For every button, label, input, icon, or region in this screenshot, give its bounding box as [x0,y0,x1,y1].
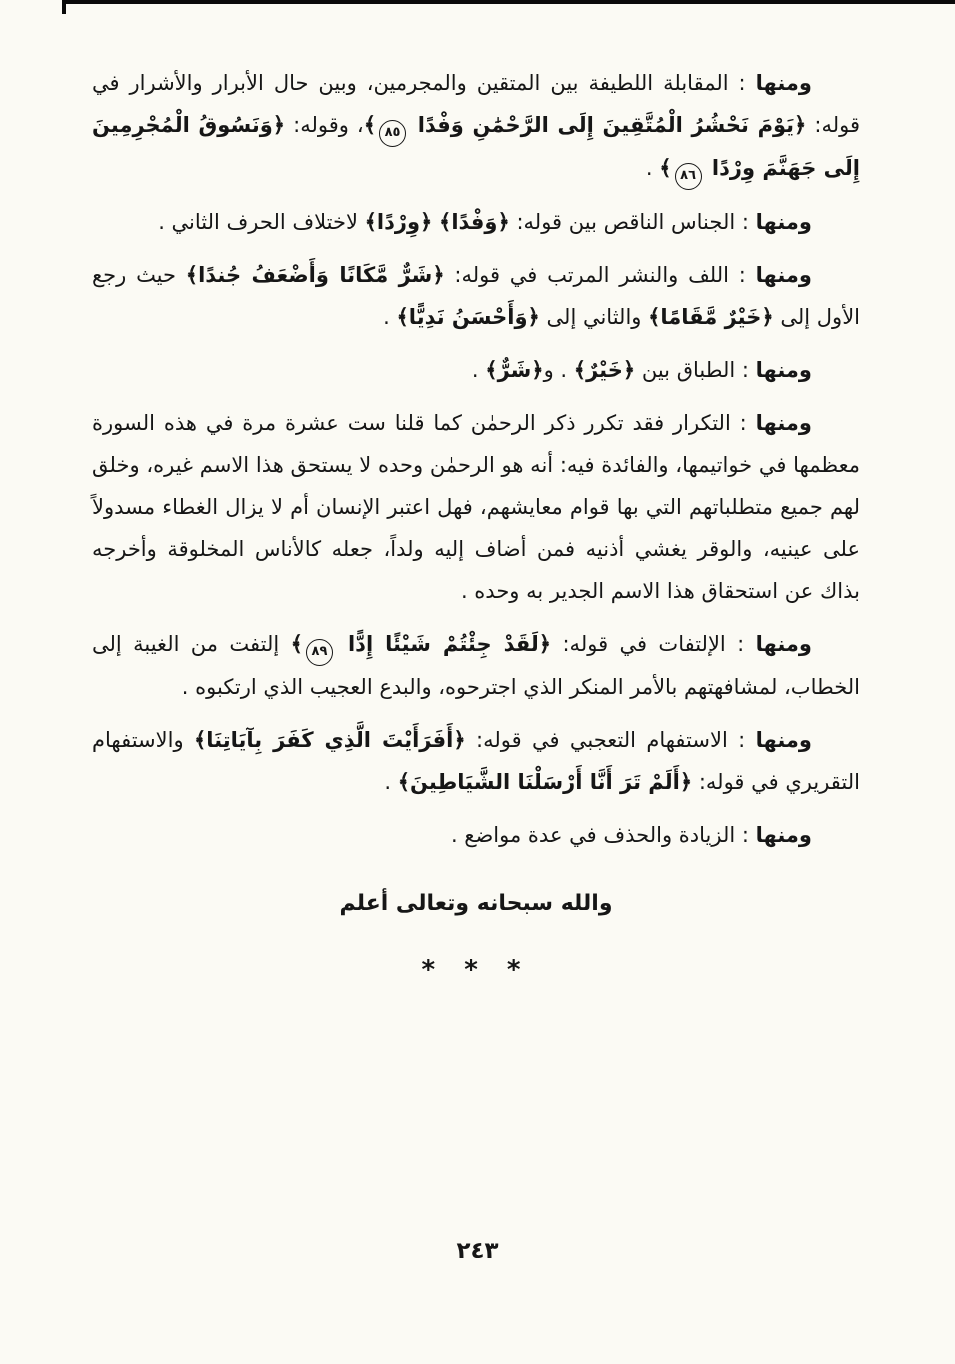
paragraph [92,814,860,856]
paragraph-text: . [645,156,660,180]
paragraph-lead: ومنها [755,71,812,95]
quran-quote: ﴿يَوْمَ نَحْشُرُ الْمُتَّقِينَ إِلَى الرَّحْمَٰنِ وَفْدًا [409,113,807,137]
paragraph-lead: ومنها [755,728,812,752]
paragraph-text: : الاستفهام التعجبي في قوله: [465,728,756,752]
paragraph-text: : اللف والنشر المرتب في قوله: [444,263,756,287]
paragraph-text: حيث رجع الأول إلى [92,263,860,329]
quran-quote: ﴿أَلَمْ تَرَ أَنَّا أَرْسَلْنَا الشَّيَاطِينَ﴾ [397,770,693,794]
paragraph-text: : الجناس الناقص بين قوله: [509,210,756,234]
quran-quote: ﴿لَقَدْ جِئْتُمْ شَيْئًا إِدًّا [335,632,552,656]
paragraph-text: . [383,305,397,329]
paragraph-lead: ومنها [755,411,812,435]
paragraph-lead: ومنها [755,263,812,287]
page-content [92,62,860,996]
quran-quote: ﴾ [290,632,303,656]
paragraphs [92,62,860,856]
paragraph-text: : الطباق بين [635,358,756,382]
paragraph-text: لاختلاف الحرف الثاني . [158,210,365,234]
paragraph-text: . و [543,358,574,382]
quran-quote: ﴿خَيْرٌ﴾ [573,358,636,382]
paragraph [92,349,860,391]
paragraph [92,623,860,708]
paragraph [92,254,860,338]
quran-quote: ﴿وَفْدًا﴾ [439,210,510,234]
quran-quote: ﴿وِرْدًا﴾ [364,210,433,234]
paragraph-text: : الإلتفات في قوله: [551,632,756,656]
paragraph [92,719,860,803]
quran-quote: ﴾ [659,156,672,180]
ayah-number: ٨٦ [675,163,702,190]
scan-artifact-top-line [62,0,955,4]
paragraph-text: : المقابلة اللطيفة بين المتقين والمجرمين، وبين حال الأبرار والأشرار في قوله: [92,71,861,137]
paragraph-text: إلتفت من الغيبة إلى الخطاب، لمشافهتهم بالأمر المنكر الذي اجترحوه، والبدع العجيب الذي ارتكبوه . [92,632,860,699]
paragraph-text: ، وقوله: [285,113,364,137]
paragraph-text: : الزيادة والحذف في عدة مواضع . [450,823,756,847]
ayah-number: ٨٩ [306,639,333,666]
paragraph [92,402,860,612]
paragraph [92,62,860,190]
paragraph [92,201,860,243]
separator-stars: * * * [421,955,531,985]
paragraph-lead: ومنها [755,210,812,234]
quran-quote: ﴿شَرٌّ مَّكَانًا وَأَضْعَفُ جُندًا﴾ [185,263,445,287]
ayah-number: ٨٥ [379,120,406,147]
quran-quote: ﴿خَيْرٌ مَّقَامًا﴾ [648,305,774,329]
paragraph-lead: ومنها [755,358,812,382]
paragraph-lead: ومنها [755,823,812,847]
paragraph-lead: ومنها [755,632,812,656]
quran-quote: ﴿وَأَحْسَنُ نَدِيًّا﴾ [396,305,540,329]
paragraph-text: : التكرار فقد تكرر ذكر الرحمٰن كما قلنا ست عشرة مرة في هذه السورة معظمها في خواتيمها، والفائدة فيه: أنه هو الرحمٰن وحده لا يستحق هذا الاسم غيره، وخلق لهم جميع متطلباتهم التي بها قوام معايشهم، فهل اعتبر الإنسان أم لا يزال الغطاء مسدولاً على عينيه، والوقر يغشي أذنيه فمن أضاف إليه ولداً، جعله كالأناس المخلوقة وأخرجه بذاك عن استحقاق هذا الاسم الجدير به وحده . [92,411,860,603]
quran-quote: ﴿شَرٌّ﴾ [485,358,544,382]
scan-artifact-corner-tick [62,0,66,14]
paragraph-text: . [471,358,486,382]
paragraph-text: . [384,770,398,794]
page-number: ٢٤٣ [456,1238,499,1264]
quran-quote: ﴾ [363,113,377,137]
quran-quote: ﴿وَنَسُوقُ الْمُجْرِمِينَ إِلَى جَهَنَّمَ وِرْدًا [92,113,860,180]
quran-quote: ﴿أَفَرَأَيْتَ الَّذِي كَفَرَ بِآيَاتِنَا﴾ [193,728,466,752]
closing-line: والله سبحانه وتعالى أعلم [339,891,613,916]
paragraph-text: والاستفهام التقريري في قوله: [92,728,860,794]
paragraph-text: والثاني إلى [539,305,649,329]
